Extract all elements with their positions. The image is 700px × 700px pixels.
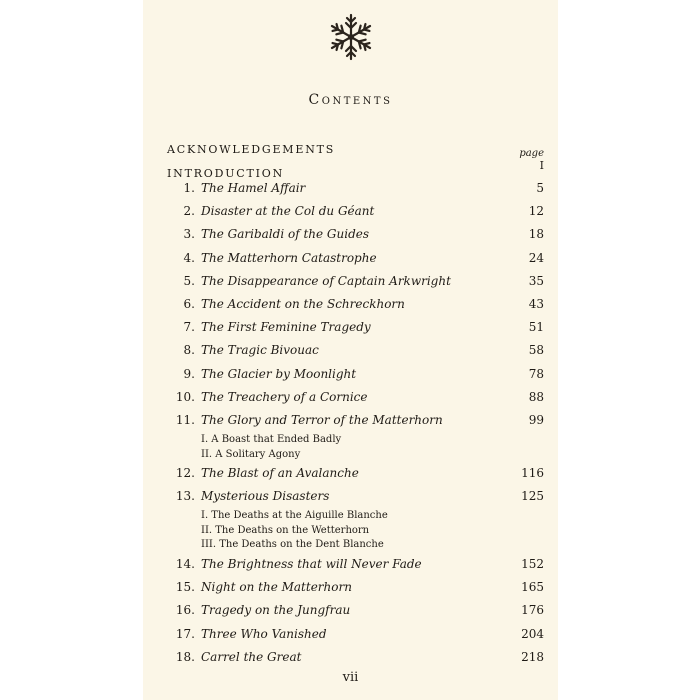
chapter-title: The Hamel Affair: [201, 181, 306, 195]
toc-entry: [167, 181, 544, 204]
toc-line: [167, 557, 544, 580]
chapter-number: 12.: [175, 466, 195, 481]
toc-line: [167, 580, 544, 603]
chapter-title: The Garibaldi of the Guides: [201, 227, 370, 242]
folio-page-number: vii: [342, 670, 359, 685]
toc-entry: [167, 343, 544, 366]
chapter-page-number: 35: [528, 273, 544, 288]
chapter-page-number: 58: [528, 343, 544, 358]
chapter-title: The Glacier by Moonlight: [201, 366, 357, 381]
chapter-number: 18.: [175, 649, 195, 664]
toc-line: [167, 320, 544, 343]
chapter-number: 14.: [175, 556, 195, 571]
chapter-page-number: 43: [528, 296, 544, 311]
table-of-contents: [167, 181, 544, 673]
chapter-number: 17.: [175, 626, 195, 641]
chapter-title: The Disappearance of Captain Arkwright: [201, 273, 451, 288]
chapter-number: 3.: [183, 227, 195, 242]
page-column-label: page: [519, 148, 544, 159]
book-page: [143, 0, 558, 700]
subsection-title: II. The Deaths on the Wetterhorn: [201, 524, 370, 536]
toc-entry: [167, 367, 544, 390]
chapter-page-number: 152: [521, 556, 544, 571]
toc-line: [167, 181, 544, 204]
chapter-title: Disaster at the Col du Géant: [201, 204, 375, 219]
toc-line: [167, 367, 544, 390]
chapter-number: 6.: [183, 296, 195, 311]
chapter-page-number: 125: [521, 489, 544, 504]
toc-line: [167, 251, 544, 274]
chapter-title: The Matterhorn Catastrophe: [201, 250, 377, 265]
snowflake-ornament-icon: [326, 12, 376, 62]
introduction-page-number: I: [539, 159, 544, 172]
toc-line: [167, 274, 544, 297]
acknowledgements-entry: ACKNOWLEDGEMENTS: [167, 143, 336, 156]
chapter-page-number: 12: [528, 204, 544, 219]
chapter-number: 2.: [183, 204, 195, 219]
toc-line: [167, 390, 544, 413]
chapter-page-number: 5: [536, 181, 544, 195]
toc-line: [167, 204, 544, 227]
chapter-title: The Brightness that will Never Fade: [201, 556, 422, 571]
chapter-number: 15.: [175, 580, 195, 595]
chapter-number: 4.: [183, 250, 195, 265]
chapter-title: The Tragic Bivouac: [201, 343, 319, 358]
chapter-title: Tragedy on the Jungfrau: [201, 603, 351, 618]
toc-entry: [167, 227, 544, 250]
toc-line: [167, 627, 544, 650]
toc-entry: [167, 466, 544, 489]
toc-line: [167, 603, 544, 626]
chapter-number: 10.: [175, 389, 195, 404]
toc-entry: [167, 251, 544, 274]
subsection-title: III. The Deaths on the Dent Blanche: [201, 539, 384, 551]
subsection-title: I. A Boast that Ended Badly: [201, 434, 342, 446]
chapter-page-number: 51: [528, 320, 544, 335]
chapter-title: The Glory and Terror of the Matterhorn: [201, 412, 443, 427]
chapter-page-number: 116: [521, 466, 544, 481]
chapter-title: The Accident on the Schreckhorn: [201, 296, 405, 311]
toc-entry: [167, 204, 544, 227]
chapter-number: 7.: [183, 320, 195, 335]
toc-entry: [167, 320, 544, 343]
chapter-title: The Treachery of a Cornice: [201, 389, 368, 404]
toc-line: [167, 227, 544, 250]
toc-line: [167, 343, 544, 366]
chapter-page-number: 88: [528, 389, 544, 404]
chapter-title: The Blast of an Avalanche: [201, 466, 359, 481]
chapter-page-number: 78: [528, 366, 544, 381]
toc-entry: [167, 489, 544, 553]
toc-line: [167, 466, 544, 489]
chapter-page-number: 165: [521, 580, 544, 595]
toc-entry: [167, 390, 544, 413]
subsection-title: I. The Deaths at the Aiguille Blanche: [201, 510, 388, 522]
chapter-number: 13.: [175, 489, 195, 504]
chapter-number: 16.: [175, 603, 195, 618]
contents-heading: Contents: [308, 92, 393, 108]
toc-entry: [167, 413, 544, 462]
subsection-title: II. A Solitary Agony: [201, 448, 301, 460]
chapter-subsections: [167, 433, 544, 462]
chapter-title: Night on the Matterhorn: [201, 580, 352, 595]
toc-line: [167, 297, 544, 320]
introduction-entry: INTRODUCTION: [167, 167, 285, 180]
chapter-number: 1.: [183, 181, 195, 195]
chapter-number: 8.: [183, 343, 195, 358]
toc-entry: [167, 297, 544, 320]
chapter-title: Mysterious Disasters: [201, 489, 330, 504]
chapter-page-number: 204: [521, 626, 544, 641]
chapter-number: 11.: [175, 412, 195, 427]
toc-entry: [167, 274, 544, 297]
chapter-subsections: [167, 509, 544, 553]
chapter-page-number: 176: [521, 603, 544, 618]
chapter-title: Carrel the Great: [201, 649, 302, 664]
toc-entry: [167, 627, 544, 650]
chapter-title: The First Feminine Tragedy: [201, 320, 371, 335]
front-matter: [167, 138, 547, 186]
toc-entry: [167, 580, 544, 603]
toc-entry: [167, 603, 544, 626]
chapter-page-number: 18: [528, 227, 544, 242]
chapter-page-number: 24: [528, 250, 544, 265]
chapter-page-number: 99: [528, 412, 544, 427]
chapter-number: 5.: [183, 273, 195, 288]
toc-entry: [167, 557, 544, 580]
chapter-number: 9.: [183, 366, 195, 381]
chapter-page-number: 218: [521, 649, 544, 664]
chapter-title: Three Who Vanished: [201, 626, 327, 641]
